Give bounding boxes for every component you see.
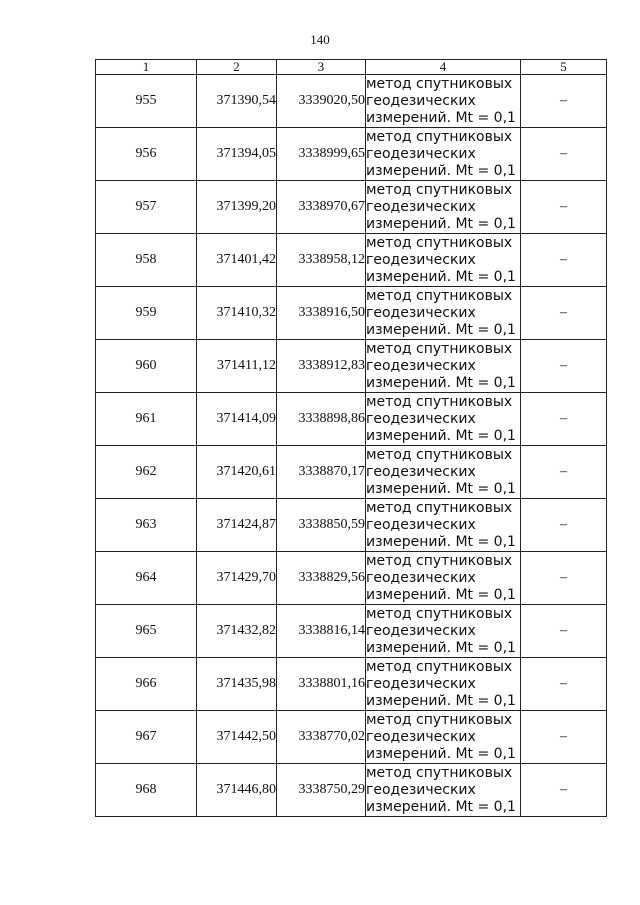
note-cell: – (521, 340, 607, 393)
point-number-cell: 966 (96, 658, 197, 711)
method-line: метод спутниковых (366, 499, 513, 516)
point-number-cell: 963 (96, 499, 197, 552)
column-header: 3 (277, 60, 366, 75)
method-line: измерений. Mt = 0,1 (366, 321, 516, 338)
point-number-cell: 957 (96, 181, 197, 234)
column-header: 4 (366, 60, 521, 75)
y-coordinate-cell: 3338750,29 (277, 764, 366, 817)
y-coordinate-cell: 3339020,50 (277, 75, 366, 128)
method-cell (366, 75, 521, 128)
y-coordinate-cell: 3338970,67 (277, 181, 366, 234)
method-line: измерений. Mt = 0,1 (366, 162, 516, 179)
point-number-cell: 968 (96, 764, 197, 817)
method-cell (366, 287, 521, 340)
table-row (96, 764, 607, 817)
x-coordinate-cell: 371399,20 (197, 181, 277, 234)
method-line: метод спутниковых (366, 340, 513, 357)
method-line: метод спутниковых (366, 287, 513, 304)
column-header: 2 (197, 60, 277, 75)
method-line: измерений. Mt = 0,1 (366, 215, 516, 232)
method-line: метод спутниковых (366, 75, 513, 92)
method-cell (366, 446, 521, 499)
point-number-cell: 959 (96, 287, 197, 340)
method-line: измерений. Mt = 0,1 (366, 268, 516, 285)
y-coordinate-cell: 3338958,12 (277, 234, 366, 287)
note-cell: – (521, 446, 607, 499)
method-line: измерений. Mt = 0,1 (366, 639, 516, 656)
y-coordinate-cell: 3338870,17 (277, 446, 366, 499)
table-header-row (96, 60, 607, 75)
method-line: геодезических (366, 675, 476, 692)
method-cell (366, 764, 521, 817)
method-line: метод спутниковых (366, 181, 513, 198)
table-row (96, 340, 607, 393)
method-line: геодезических (366, 569, 476, 586)
method-line: метод спутниковых (366, 711, 513, 728)
method-line: метод спутниковых (366, 764, 513, 781)
method-line: геодезических (366, 463, 476, 480)
method-line: измерений. Mt = 0,1 (366, 533, 516, 550)
method-line: метод спутниковых (366, 552, 513, 569)
note-cell: – (521, 711, 607, 764)
method-line: геодезических (366, 357, 476, 374)
x-coordinate-cell: 371410,32 (197, 287, 277, 340)
method-cell (366, 181, 521, 234)
method-cell (366, 552, 521, 605)
method-line: измерений. Mt = 0,1 (366, 798, 516, 815)
page-number: 140 (310, 32, 330, 47)
x-coordinate-cell: 371411,12 (197, 340, 277, 393)
method-line: геодезических (366, 304, 476, 321)
x-coordinate-cell: 371429,70 (197, 552, 277, 605)
table-row (96, 446, 607, 499)
method-line: метод спутниковых (366, 128, 513, 145)
note-cell: – (521, 393, 607, 446)
table-row (96, 711, 607, 764)
y-coordinate-cell: 3338912,83 (277, 340, 366, 393)
method-cell (366, 605, 521, 658)
table-row (96, 499, 607, 552)
method-line: измерений. Mt = 0,1 (366, 586, 516, 603)
column-header: 5 (521, 60, 607, 75)
y-coordinate-cell: 3338850,59 (277, 499, 366, 552)
x-coordinate-cell: 371401,42 (197, 234, 277, 287)
coordinates-table (95, 59, 607, 817)
method-line: геодезических (366, 145, 476, 162)
note-cell: – (521, 75, 607, 128)
point-number-cell: 960 (96, 340, 197, 393)
x-coordinate-cell: 371394,05 (197, 128, 277, 181)
method-line: измерений. Mt = 0,1 (366, 692, 516, 709)
table-row (96, 605, 607, 658)
method-line: измерений. Mt = 0,1 (366, 480, 516, 497)
point-number-cell: 955 (96, 75, 197, 128)
table-row (96, 181, 607, 234)
note-cell: – (521, 128, 607, 181)
x-coordinate-cell: 371414,09 (197, 393, 277, 446)
y-coordinate-cell: 3338816,14 (277, 605, 366, 658)
note-cell: – (521, 181, 607, 234)
method-cell (366, 393, 521, 446)
table-row (96, 128, 607, 181)
table-row (96, 287, 607, 340)
note-cell: – (521, 605, 607, 658)
point-number-cell: 967 (96, 711, 197, 764)
y-coordinate-cell: 3338770,02 (277, 711, 366, 764)
method-line: метод спутниковых (366, 393, 513, 410)
x-coordinate-cell: 371442,50 (197, 711, 277, 764)
note-cell: – (521, 234, 607, 287)
y-coordinate-cell: 3338898,86 (277, 393, 366, 446)
method-line: метод спутниковых (366, 658, 513, 675)
note-cell: – (521, 658, 607, 711)
x-coordinate-cell: 371420,61 (197, 446, 277, 499)
note-cell: – (521, 287, 607, 340)
method-line: геодезических (366, 410, 476, 427)
method-line: измерений. Mt = 0,1 (366, 109, 516, 126)
note-cell: – (521, 499, 607, 552)
x-coordinate-cell: 371424,87 (197, 499, 277, 552)
x-coordinate-cell: 371446,80 (197, 764, 277, 817)
table-row (96, 658, 607, 711)
table-body (96, 75, 607, 817)
point-number-cell: 961 (96, 393, 197, 446)
method-cell (366, 340, 521, 393)
method-line: метод спутниковых (366, 446, 513, 463)
method-cell (366, 128, 521, 181)
method-line: метод спутниковых (366, 234, 513, 251)
method-cell (366, 234, 521, 287)
table-row (96, 393, 607, 446)
method-line: геодезических (366, 92, 476, 109)
method-cell (366, 658, 521, 711)
method-line: геодезических (366, 251, 476, 268)
method-line: геодезических (366, 622, 476, 639)
note-cell: – (521, 552, 607, 605)
column-header: 1 (96, 60, 197, 75)
x-coordinate-cell: 371432,82 (197, 605, 277, 658)
y-coordinate-cell: 3338999,65 (277, 128, 366, 181)
y-coordinate-cell: 3338801,16 (277, 658, 366, 711)
method-line: геодезических (366, 516, 476, 533)
method-line: геодезических (366, 781, 476, 798)
point-number-cell: 962 (96, 446, 197, 499)
method-line: метод спутниковых (366, 605, 513, 622)
point-number-cell: 958 (96, 234, 197, 287)
note-cell: – (521, 764, 607, 817)
table-row (96, 75, 607, 128)
x-coordinate-cell: 371435,98 (197, 658, 277, 711)
method-line: геодезических (366, 728, 476, 745)
table-row (96, 234, 607, 287)
y-coordinate-cell: 3338916,50 (277, 287, 366, 340)
x-coordinate-cell: 371390,54 (197, 75, 277, 128)
method-cell (366, 499, 521, 552)
method-line: измерений. Mt = 0,1 (366, 374, 516, 391)
point-number-cell: 964 (96, 552, 197, 605)
point-number-cell: 956 (96, 128, 197, 181)
table-row (96, 552, 607, 605)
method-line: геодезических (366, 198, 476, 215)
point-number-cell: 965 (96, 605, 197, 658)
method-line: измерений. Mt = 0,1 (366, 745, 516, 762)
y-coordinate-cell: 3338829,56 (277, 552, 366, 605)
method-line: измерений. Mt = 0,1 (366, 427, 516, 444)
method-cell (366, 711, 521, 764)
